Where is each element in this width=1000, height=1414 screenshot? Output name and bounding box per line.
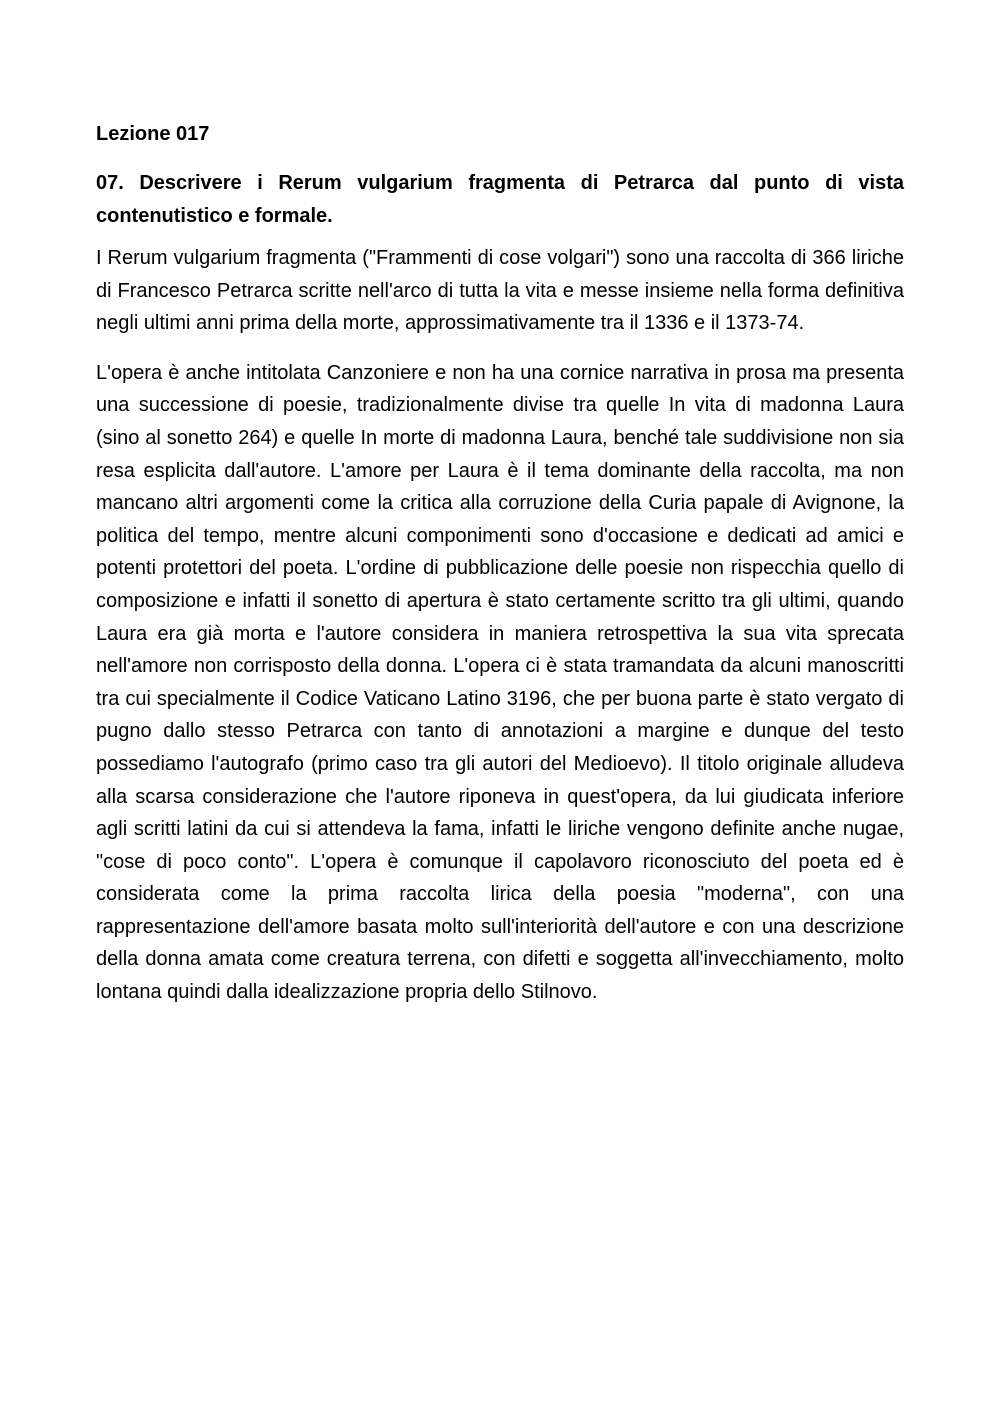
paragraph-intro: I Rerum vulgarium fragmenta ("Frammenti di cose volgari") sono una raccolta di 366 liriche di Francesco Petrarca scritte nell'arco di tutta la vita e messe insieme nella forma definitiva negli ultimi anni prima della morte, approssimativamente tra il 1336 e il 1373-74. xyxy=(96,247,904,335)
document-page xyxy=(96,118,904,1026)
lesson-title: Lezione 017 xyxy=(96,123,210,145)
question-heading: 07. Descrivere i Rerum vulgarium fragmenta di Petrarca dal punto di vista contenutistico e formale. xyxy=(96,172,904,227)
paragraph-body: L'opera è anche intitolata Canzoniere e non ha una cornice narrativa in prosa ma presenta una successione di poesie, tradizionalmente divise tra quelle In vita di madonna Laura (sino al sonetto 264) e quelle In morte di madonna Laura, benché tale suddivisione non sia resa esplicita dall'autore. L'amore per Laura è il tema dominante della raccolta, ma non mancano altri argomenti come la critica alla corruzione della Curia papale di Avignone, la politica del tempo, mentre alcuni componimenti sono d'occasione e dedicati ad amici e potenti protettori del poeta. L'ordine di pubblicazione delle poesie non rispecchia quello di composizione e infatti il sonetto di apertura è stato certamente scritto tra gli ultimi, quando Laura era già morta e l'autore considera in maniera retrospettiva la sua vita sprecata nell'amore non corrisposto della donna. L'opera ci è stata tramandata da alcuni manoscritti tra cui specialmente il Codice Vaticano Latino 3196, che per buona parte è stato vergato di pugno dallo stesso Petrarca con tanto di annotazioni a margine e dunque del testo possediamo l'autografo (primo caso tra gli autori del Medioevo). Il titolo originale alludeva alla scarsa considerazione che l'autore riponeva in quest'opera, da lui giudicata inferiore agli scritti latini da cui si attendeva la fama, infatti le liriche vengono definite anche nugae, "cose di poco conto". L'opera è comunque il capolavoro riconosciuto del poeta ed è considerata come la prima raccolta lirica della poesia "moderna", con una rappresentazione dell'amore basata molto sull'interiorità dell'autore e con una descrizione della donna amata come creatura terrena, con difetti e soggetta all'invecchiamento, molto lontana quindi dalla idealizzazione propria dello Stilnovo. xyxy=(96,361,904,1004)
